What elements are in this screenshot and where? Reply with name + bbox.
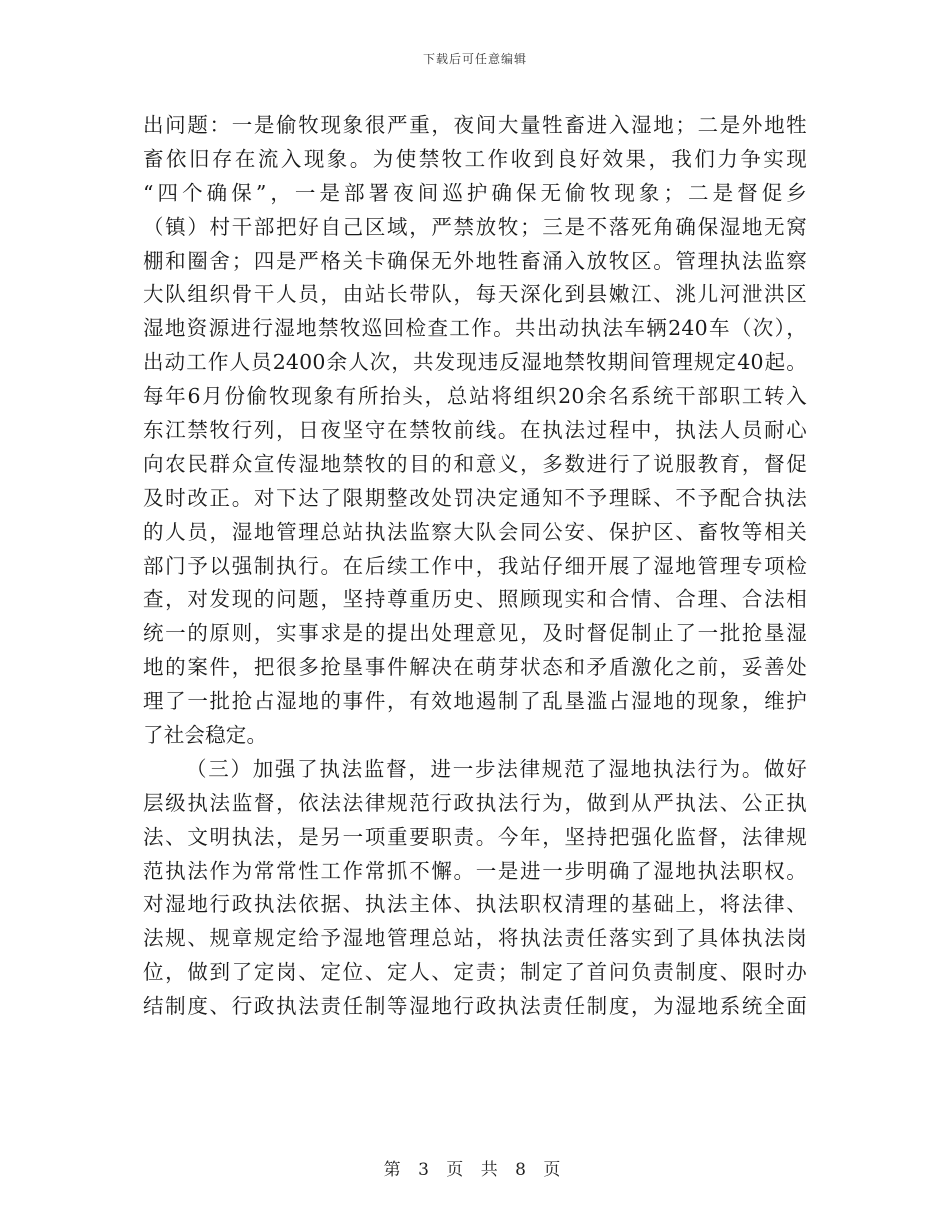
text-line: 查，对发现的问题，坚持尊重历史、照顾现实和合情、合理、合法相: [143, 587, 807, 612]
text-line: 湿地资源进行湿地禁牧巡回检查工作。共出动执法车辆240车（次），: [143, 316, 807, 341]
text-line: 大队组织骨干人员，由站长带队，每天深化到县嫩江、洮儿河泄洪区: [143, 282, 807, 307]
text-line: 对湿地行政执法依据、执法主体、执法职权清理的基础上，将法律、: [143, 892, 807, 917]
text-line: 畜依旧存在流入现象。为使禁牧工作收到良好效果，我们力争实现: [143, 146, 807, 171]
text-line: 结制度、行政执法责任制等湿地行政执法责任制度，为湿地系统全面: [143, 994, 807, 1019]
text-line: 层级执法监督，依法法律规范行政执法行为，做到从严执法、公正执: [143, 790, 807, 815]
text-line: 法、文明执法，是另一项重要职责。今年，坚持把强化监督，法律规: [143, 824, 807, 849]
text-line: 出问题：一是偷牧现象很严重，夜间大量牲畜进入湿地；二是外地牲: [143, 113, 807, 137]
text-line: 地的案件，把很多抢垦事件解决在萌芽状态和矛盾激化之前，妥善处: [143, 655, 807, 680]
text-line: 及时改正。对下达了限期整改处罚决定通知不予理睬、不予配合执法: [143, 485, 807, 510]
paragraph-2: [143, 753, 807, 1024]
text-line: 东江禁牧行列，日夜坚守在禁牧前线。在执法过程中，执法人员耐心: [143, 418, 807, 443]
text-line: 部门予以强制执行。在后续工作中，我站仔细开展了湿地管理专项检: [143, 553, 807, 578]
text-line: 出动工作人员2400余人次，共发现违反湿地禁牧期间管理规定40起。: [143, 350, 807, 375]
text-line: 理了一批抢占湿地的事件，有效地遏制了乱垦滥占湿地的现象，维护: [143, 689, 807, 714]
text-line: 的人员，湿地管理总站执法监察大队会同公安、保护区、畜牧等相关: [143, 519, 807, 544]
page-number: 第 3 页 共 8 页: [383, 1160, 567, 1180]
text-line: 棚和圈舍；四是严格关卡确保无外地牲畜涌入放牧区。管理执法监察: [143, 248, 807, 273]
text-line: （镇）村干部把好自己区域，严禁放牧；三是不落死角确保湿地无窝: [143, 214, 807, 239]
text-line: 位，做到了定岗、定位、定人、定责；制定了首问负责制度、限时办: [143, 960, 807, 985]
paragraph-1: [143, 109, 807, 753]
text-line: （三）加强了执法监督，进一步法律规范了湿地执法行为。做好: [186, 756, 807, 781]
text-line: 范执法作为常常性工作常抓不懈。一是进一步明确了湿地执法职权。: [143, 858, 807, 883]
text-line: 了社会稳定。: [143, 723, 268, 748]
document-body: [143, 109, 807, 1024]
page-header-note: 下载后可任意编辑: [422, 52, 527, 66]
text-line: “四个确保”，一是部署夜间巡护确保无偷牧现象；二是督促乡: [143, 180, 807, 205]
text-line: 统一的原则，实事求是的提出处理意见，及时督促制止了一批抢垦湿: [143, 621, 807, 646]
text-line: 法规、规章规定给予湿地管理总站，将执法责任落实到了具体执法岗: [143, 926, 807, 951]
text-line: 每年6月份偷牧现象有所抬头，总站将组织20余名系统干部职工转入: [143, 384, 807, 409]
text-line: 向农民群众宣传湿地禁牧的目的和意义，多数进行了说服教育，督促: [143, 451, 807, 476]
